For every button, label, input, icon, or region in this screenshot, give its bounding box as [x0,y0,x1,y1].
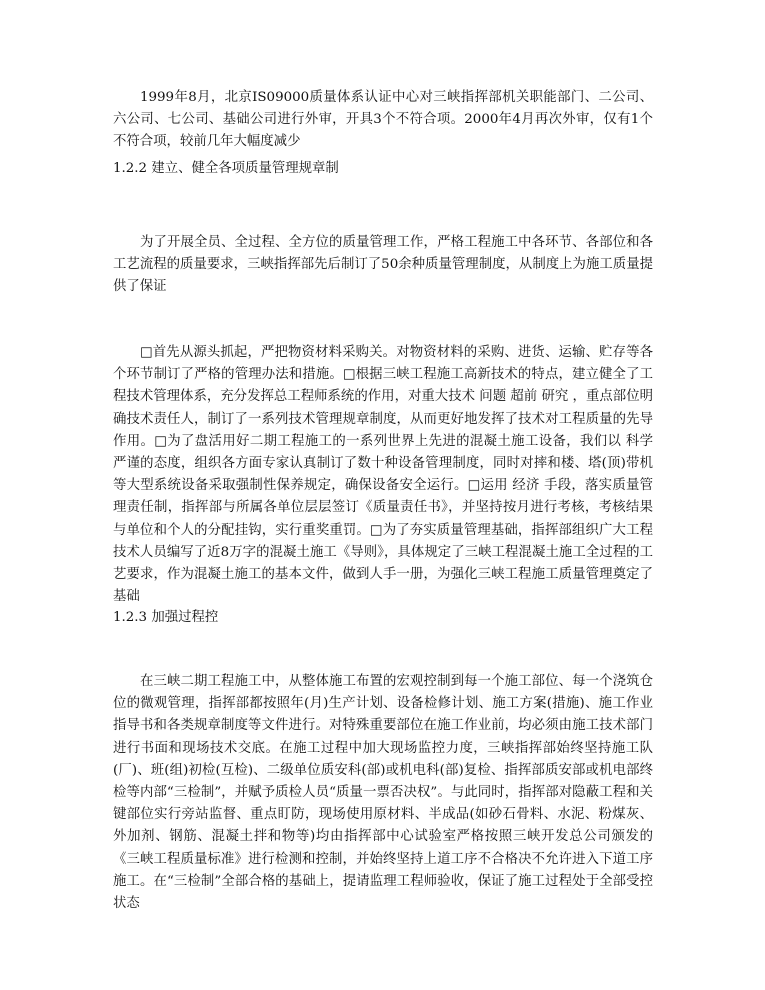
paragraph-process-control: 在三峡二期工程施工中，从整体施工布置的宏观控制到每一个施工部位、每一个浇筑仓位的微观管理，指挥部都按照年(月)生产计划、设备检修计划、施工方案(措施)、施工作业指导书和各类规章制度等文件进行。对特殊重要部位在施工作业前，均必须由施工技术部门进行书面和现场技术交底。在施工过程中加大现场监控力度，三峡指挥部始终坚持施工队(厂)、班(组)初检(互检)、二级单位质安科(部)或机电科(部)复检、指挥部质安部或机电部终检等内部“三检制”，并赋予质检人员“质量一票否决权”。与此同时，指挥部对隐蔽工程和关键部位实行旁站监督、重点盯防，现场使用原材料、半成品(如砂石骨料、水泥、粉煤灰、外加剂、钢筋、混凝土拌和物等)均由指挥部中心试验室严格按照三峡开发总公司颁发的《三峡工程质量标准》进行检测和控制，并始终坚持上道工序不合格决不允许进入下道工序施工。在“三检制”全部合格的基础上，提请监理工程师验收，保证了施工过程处于全部受控状态 [113,674,653,912]
section-heading-1-2-2: 1.2.2 建立、健全各项质量管理规章制 [113,161,339,176]
paragraph-management-measures: □首先从源头抓起，严把物资材料采购关。对物资材料的采购、进货、运输、贮存等各个环节制订了严格的管理办法和措施。□根据三峡工程施工高新技术的特点，建立健全了工程技术管理体系，充分发挥总工程师系统的作用，对重大技术 问题 超前 研究 ，重点部位明确技术责任人，制订了一系列技术管理规章制度，从而更好地发挥了技术对工程质量的先导作用。□为了盘活用好二期工程施工的一系列世界上先进的混凝土施工设备，我们以 科学 严谨的态度，组织各方面专家认真制订了数十种设备管理制度，同时对摔和楼、塔(顶)带机等大型系统设备采取强制性保养规定，确保设备安全运行。□运用 经济 手段，落实质量管理责任制，指挥部与所属各单位层层签订《质量责任书》，并坚持按月进行考核，考核结果与单位和个人的分配挂钩，实行重奖重罚。□为了夯实质量管理基础，指挥部组织广大工程技术人员编写了近8万字的混凝土施工《导则》，具体规定了三峡工程混凝土施工全过程的工艺要求，作为混凝土施工的基本文件，做到人手一册，为强化三峡工程施工质量管理奠定了基础 [113,345,653,605]
paragraph-quality-regulations: 为了开展全员、全过程、全方位的质量管理工作，严格工程施工中各环节、各部位和各工艺流程的质量要求，三峡指挥部先后制订了50余种质量管理制度，从制度上为施工质量提供了保证 [113,235,653,295]
section-heading-1-2-3: 1.2.3 加强过程控 [113,610,219,625]
paragraph-audit-results: 1999年8月，北京IS09000质量体系认证中心对三峡指挥部机关职能部门、二公司、六公司、七公司、基础公司进行外审，开具3个不符合项。2000年4月再次外审，仅有1个不符合项，较前几年大幅度减少 [113,90,653,150]
